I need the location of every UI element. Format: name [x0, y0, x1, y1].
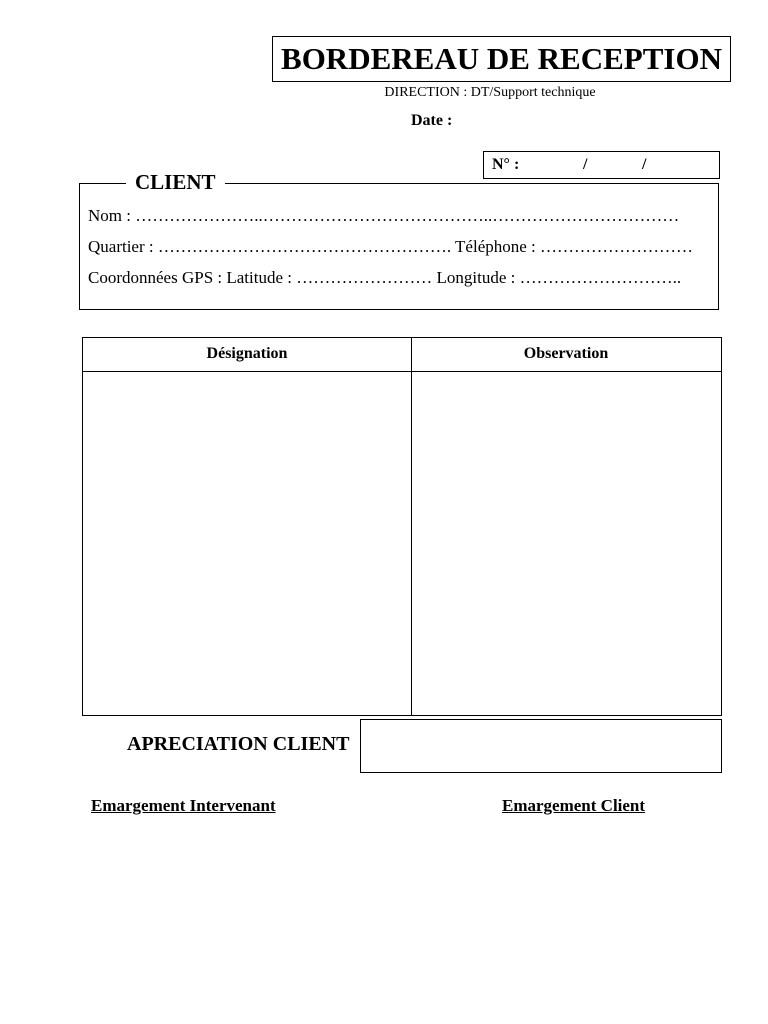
client-district-phone-field[interactable]: Quartier : ……………………………………………. Téléphone : ……………………… — [88, 237, 694, 256]
reference-number-label: N° : — [492, 156, 520, 173]
items-table — [82, 337, 722, 716]
reference-number-field[interactable] — [483, 151, 720, 179]
date-label: Date : — [411, 112, 453, 129]
designation-cell[interactable] — [83, 372, 411, 715]
signature-intervenant-label: Emargement Intervenant — [91, 796, 276, 815]
reference-number-separator-1: / — [583, 156, 588, 173]
column-header-designation: Désignation — [206, 345, 288, 362]
client-section-legend: CLIENT — [126, 170, 225, 195]
observation-cell[interactable] — [412, 372, 721, 715]
client-name-field[interactable]: Nom : …………………..…………………………………..…………………………… — [88, 206, 680, 225]
client-gps-field[interactable]: Coordonnées GPS : Latitude : …………………… Longitude : ……………………….. — [88, 268, 682, 287]
signature-client-label: Emargement Client — [502, 796, 646, 815]
document-title: BORDEREAU DE RECEPTION — [272, 36, 731, 82]
reference-number-separator-2: / — [642, 156, 647, 173]
column-header-observation: Observation — [523, 345, 609, 362]
direction-subtitle: DIRECTION : DT/Support technique — [384, 85, 596, 100]
appreciation-label: APRECIATION CLIENT — [127, 733, 350, 755]
appreciation-field[interactable] — [360, 719, 722, 773]
